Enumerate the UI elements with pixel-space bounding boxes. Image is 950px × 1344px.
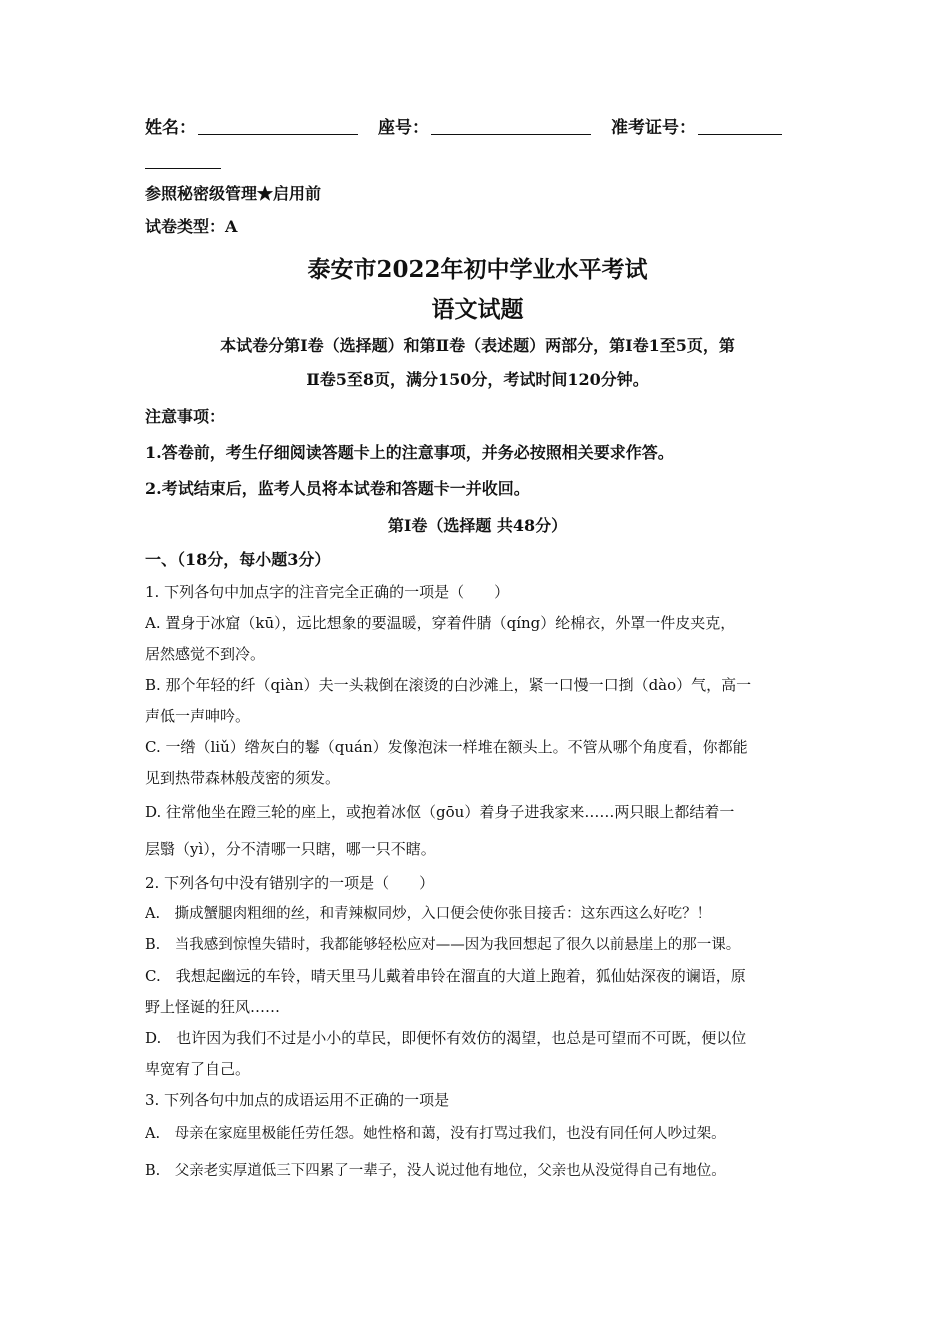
intro-line-1: 本试卷分第Ⅰ卷（选择题）和第Ⅱ卷（表述题）两部分，第Ⅰ卷1至5页，第 — [220, 336, 735, 355]
subject-title: 语文试题 — [431, 296, 524, 323]
paper-type: 试卷类型：A — [145, 217, 238, 236]
note-item-1: 1.答卷前，考生仔细阅读答题卡上的注意事项，并务必按照相关要求作答。 — [145, 443, 674, 462]
notes-heading: 注意事项： — [145, 407, 226, 426]
q3-option-a: A. 母亲在家庭里极能任劳任怨。她性格和蔼，没有打骂过我们，也没有同任何人吵过架。 — [145, 1126, 726, 1142]
name-blank[interactable] — [198, 112, 358, 135]
q1-option-b-line2: 声低一声呻吟。 — [145, 707, 251, 725]
seat-label: 座号： — [378, 118, 429, 138]
ticket-label: 准考证号： — [611, 118, 696, 138]
part1-heading: 第Ⅰ卷（选择题 共48分） — [387, 516, 568, 535]
exam-title: 泰安市2022年初中学业水平考试 — [307, 256, 648, 283]
q1-option-d-line2: 层翳（yì），分不清哪一只瞎，哪一只不瞎。 — [145, 840, 436, 858]
q1-option-d-line1: D. 往常他坐在蹬三轮的座上，或抱着冰伛（gōu）着身子进我家来……两只眼上都结着一 — [145, 803, 735, 821]
ticket-blank[interactable] — [698, 112, 782, 135]
q1-option-c-line1: C. 一绺（liǔ）绺灰白的鬈（quán）发像泡沫一样堆在额头上。不管从哪个角度看，你都能 — [145, 738, 748, 756]
q2-stem: 2. 下列各句中没有错别字的一项是（ ） — [145, 874, 435, 892]
q1-stem: 1. 下列各句中加点字的注音完全正确的一项是（ ） — [145, 583, 510, 601]
q2-option-c-line2: 野上怪诞的狂风…… — [145, 998, 281, 1016]
ticket-blank-continuation[interactable] — [145, 144, 221, 169]
q2-option-b: B. 当我感到惊惶失错时，我都能够轻松应对——因为我回想起了很久以前悬崖上的那一课。 — [145, 937, 741, 953]
intro-line-2: Ⅱ卷5至8页，满分150分，考试时间120分钟。 — [306, 370, 649, 389]
q3-stem: 3. 下列各句中加点的成语运用不正确的一项是 — [145, 1091, 450, 1109]
q2-option-d-line1: D. 也许因为我们不过是小小的草民，即便怀有效仿的渴望，也总是可望而不可既，便以位 — [145, 1029, 747, 1047]
section-heading: 一、（18分，每小题3分） — [145, 550, 331, 569]
q3-option-b: B. 父亲老实厚道低三下四累了一辈子，没人说过他有地位，父亲也从没觉得自己有地位。 — [145, 1163, 726, 1179]
q1-option-c-line2: 见到热带森林般茂密的须发。 — [145, 769, 341, 787]
note-item-2: 2.考试结束后，监考人员将本试卷和答题卡一并收回。 — [145, 479, 530, 498]
candidate-info-row — [145, 112, 810, 144]
q2-option-d-line2: 卑宽宥了自己。 — [145, 1060, 251, 1078]
page-content — [145, 112, 810, 1190]
seat-blank[interactable] — [431, 112, 591, 135]
q1-option-a-line1: A. 置身于冰窟（kū），远比想象的要温暖，穿着件腈（qíng）纶棉衣，外罩一件皮夹克， — [145, 614, 736, 632]
q2-option-c-line1: C. 我想起幽远的车铃，晴天里马儿戴着串铃在溜直的大道上跑着，狐仙姑深夜的谰语，原 — [145, 967, 746, 985]
q1-option-a-line2: 居然感觉不到冷。 — [145, 645, 266, 663]
q2-option-a: A. 撕成蟹腿肉粗细的丝，和青辣椒同炒，入口便会使你张目接舌：这东西这么好吃？！ — [145, 906, 712, 922]
confidential-mark: 参照秘密级管理★启用前 — [145, 184, 322, 203]
q1-option-b-line1: B. 那个年轻的纤（qiàn）夫一头栽倒在滚烫的白沙滩上，紧一口慢一口捯（dào）气，高一 — [145, 676, 752, 694]
name-label: 姓名： — [145, 118, 196, 138]
